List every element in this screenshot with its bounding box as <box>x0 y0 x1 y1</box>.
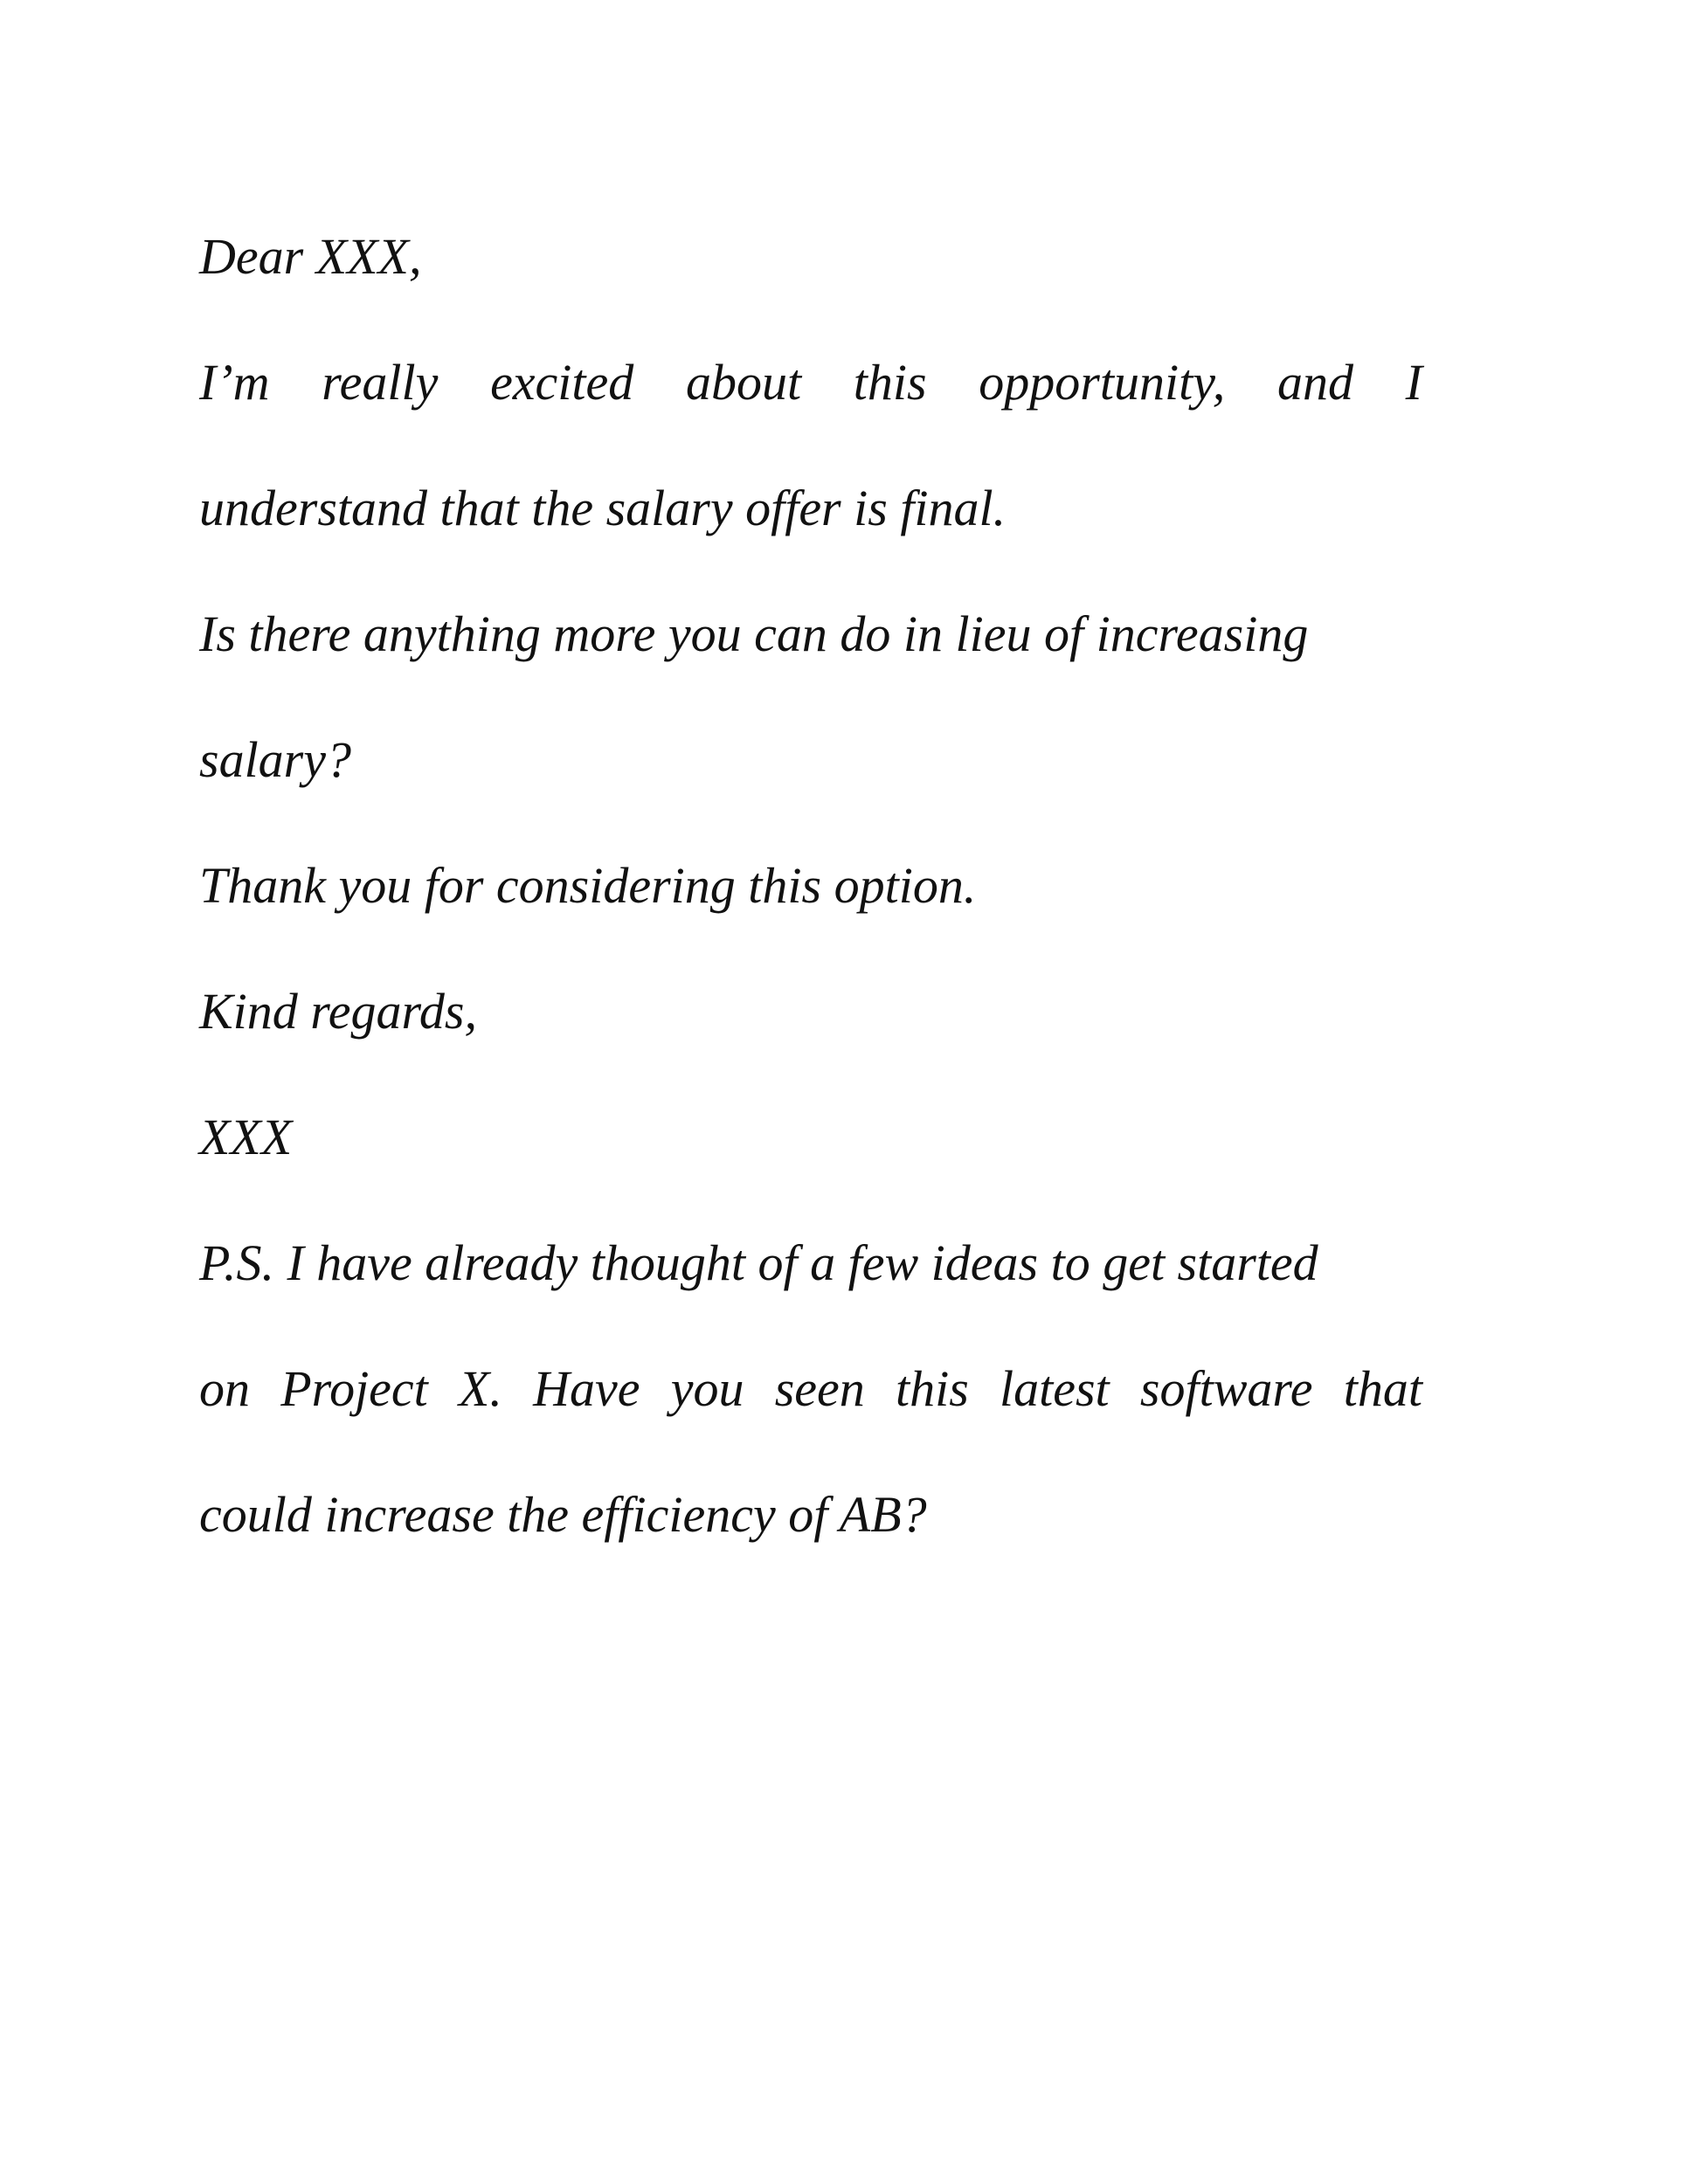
postscript-line-2: on Project X. Have you seen this latest software that <box>199 1360 1422 1417</box>
postscript-line-3: could increase the efficiency of AB? <box>199 1486 927 1543</box>
closing-line: Kind regards, <box>199 983 477 1040</box>
paragraph-2-line-1: Is there anything more you can do in lieu of increasing <box>199 605 1309 662</box>
paragraph-2-line-2: salary? <box>199 731 351 788</box>
letter-body <box>199 194 1422 1578</box>
greeting: Dear XXX, <box>199 228 422 285</box>
signature: XXX <box>199 1109 293 1165</box>
postscript-line-1: P.S. I have already thought of a few ideas to get started <box>199 1234 1318 1291</box>
thanks-line: Thank you for considering this option. <box>199 857 977 914</box>
paragraph-1-line-2: understand that the salary offer is final. <box>199 480 1007 536</box>
paragraph-1-line-1: I’m really excited about this opportunity, and I <box>199 354 1422 411</box>
